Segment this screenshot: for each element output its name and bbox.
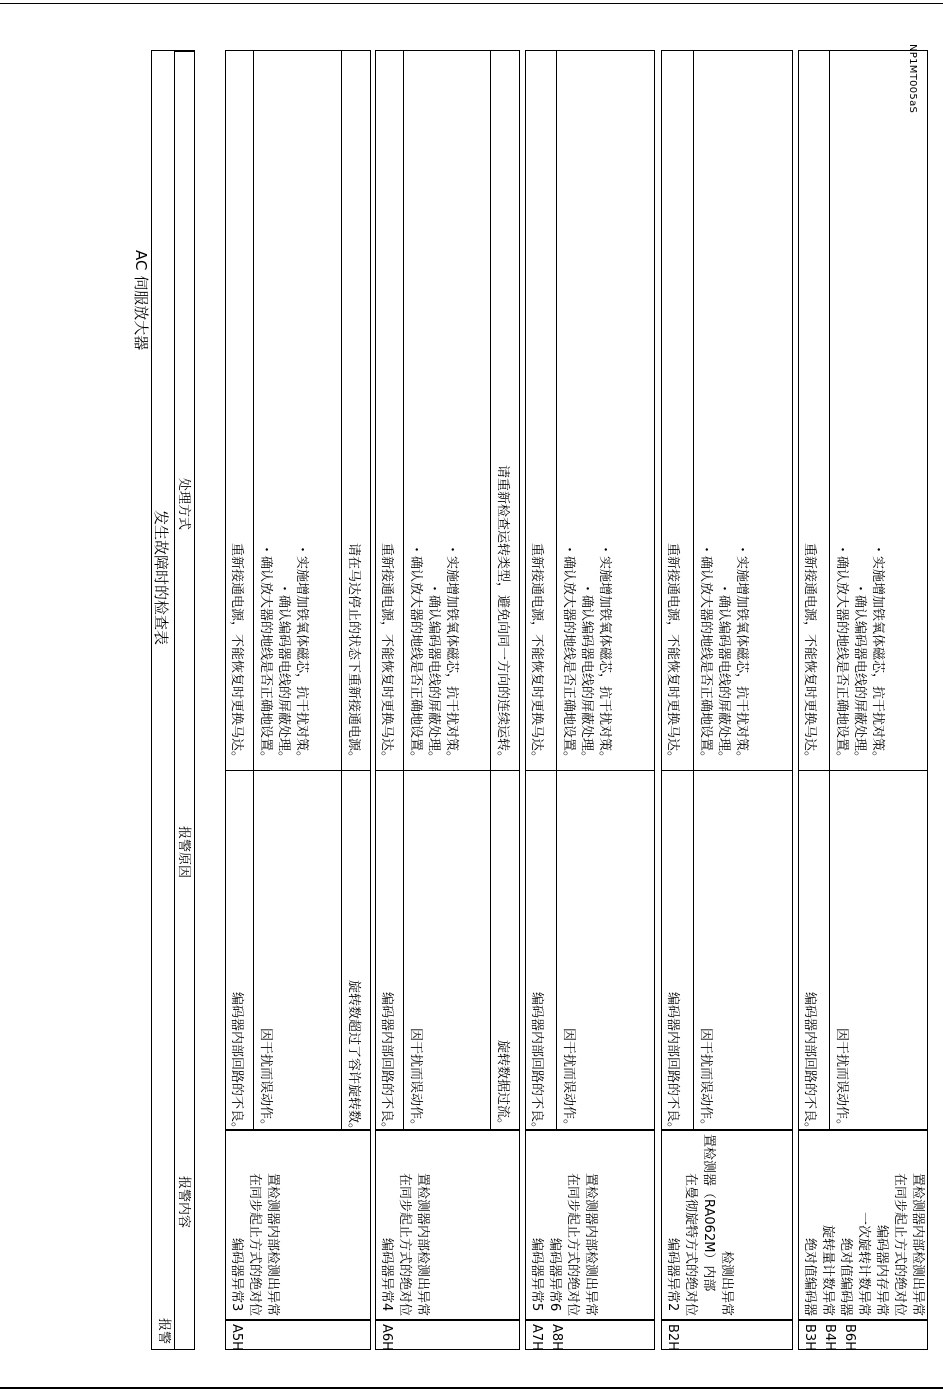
cause-text: 编码器内部回路的不良。 bbox=[802, 992, 817, 1136]
document-code: NP1MT005aS bbox=[907, 44, 918, 114]
page-title: 发生故障时的检查表 bbox=[152, 510, 170, 646]
alarm-code: B2H bbox=[665, 1324, 680, 1351]
alarm-content-text: 检测出异常 bbox=[719, 1251, 734, 1317]
alarm-code: A8H bbox=[549, 1324, 564, 1351]
action-text: ・确认放大器的地线是否正确地设置。 bbox=[408, 543, 423, 765]
header-action: 处理方式 bbox=[176, 478, 191, 531]
alarm-content-text: 编码器内存异常 bbox=[874, 1225, 889, 1317]
alarm-content-text: 置检测器（RA062M）内部 bbox=[701, 1134, 716, 1292]
action-text: 重新接通电源，不能恢复时更换马达。 bbox=[665, 543, 680, 765]
alarm-code-cell bbox=[225, 1320, 371, 1350]
action-text: ・确认放大器的地线是否正确地设置。 bbox=[698, 543, 713, 765]
alarm-code: A6H bbox=[379, 1324, 394, 1351]
cause-text: 编码器内部回路的不良。 bbox=[529, 992, 544, 1136]
action-text: ・实施增加铁氧体磁芯，抗干扰对策。 bbox=[597, 543, 613, 765]
action-text: ・确认放大器的地线是否正确地设置。 bbox=[834, 543, 850, 765]
cause-action-divider bbox=[661, 770, 793, 771]
cause-action-divider bbox=[375, 770, 520, 771]
alarm-code: B3H bbox=[802, 1324, 817, 1351]
alarm-code: A7H bbox=[529, 1324, 544, 1351]
action-text: ・实施增加铁氧体磁芯，抗干扰对策。 bbox=[444, 543, 459, 765]
alarm-content-text: 在同步起止方式的绝对位 bbox=[397, 1173, 412, 1317]
alarm-content-text: 在同步起止方式的绝对位 bbox=[892, 1173, 907, 1317]
alarm-content-text: 置检测器内部检测出异常 bbox=[415, 1173, 430, 1317]
row-divider bbox=[693, 50, 694, 1130]
cause-text: 编码器内部回路的不良。 bbox=[665, 992, 680, 1136]
alarm-content-text: 编码器异常5 bbox=[529, 1238, 544, 1312]
cause-text: 旋转数据过流。 bbox=[495, 1040, 510, 1132]
alarm-content-text: 编码器异常3 bbox=[229, 1238, 244, 1312]
alarm-content-text: 在同步起止方式的绝对位 bbox=[565, 1173, 580, 1317]
action-text: 重新接通电源，不能恢复时更换马达。 bbox=[379, 543, 394, 765]
cause-text: 因干扰而误动作。 bbox=[698, 1028, 713, 1133]
cause-text: 因干扰而误动作。 bbox=[408, 1028, 423, 1133]
alarm-content-text: 编码器异常2 bbox=[665, 1238, 680, 1312]
action-text: 重新接通电源，不能恢复时更换马达。 bbox=[802, 543, 817, 765]
header-alarm: 报警 bbox=[156, 1318, 171, 1345]
action-text: ・实施增加铁氧体磁芯，抗干扰对策。 bbox=[734, 543, 749, 765]
cause-text: 编码器内部回路的不良。 bbox=[229, 992, 244, 1136]
cause-action-divider bbox=[525, 770, 655, 771]
page-subtitle: AC 伺服放大器 bbox=[132, 250, 150, 351]
header-divider bbox=[174, 50, 175, 1350]
row-divider bbox=[557, 50, 558, 1130]
header-cause: 报警原因 bbox=[176, 826, 191, 879]
action-text: ・确认编码器电线的屏蔽处理。 bbox=[426, 582, 441, 765]
alarm-content-text: 编码器异常4 bbox=[379, 1238, 394, 1312]
row-divider bbox=[403, 50, 404, 1130]
cause-action-divider bbox=[798, 770, 928, 771]
alarm-content-text: 置检测器内部检测出异常 bbox=[265, 1173, 280, 1317]
action-text: ・确认编码器电线的屏蔽处理。 bbox=[716, 582, 731, 765]
alarm-content-text: 在同步起止方式的绝对位 bbox=[247, 1173, 262, 1317]
action-text: ・确认放大器的地线是否正确地设置。 bbox=[258, 543, 274, 765]
cause-text: 编码器内部回路的不良。 bbox=[379, 992, 394, 1136]
header-row bbox=[151, 50, 195, 1350]
alarm-code-cell bbox=[375, 1320, 520, 1350]
row-divider bbox=[341, 50, 342, 1130]
alarm-content-text: 置检测器内部检测出异常 bbox=[910, 1173, 925, 1317]
alarm-content-text: 编码器异常6 bbox=[547, 1238, 562, 1312]
alarm-content-text: 绝对值编码器 bbox=[838, 1238, 853, 1317]
alarm-content-text: 旋转量计数异常 bbox=[820, 1212, 835, 1317]
action-text: 重新接通电源，不能恢复时更换马达。 bbox=[529, 543, 544, 765]
cause-text: 因干扰而误动作。 bbox=[561, 1028, 577, 1133]
cause-action-divider bbox=[225, 770, 371, 771]
cause-text: 因干扰而误动作。 bbox=[258, 1028, 274, 1133]
row-divider bbox=[490, 50, 491, 1130]
action-text: ・实施增加铁氧体磁芯，抗干扰对策。 bbox=[294, 543, 310, 765]
alarm-code: B4H bbox=[822, 1324, 837, 1351]
action-text: ・确认编码器电线的屏蔽处理。 bbox=[852, 582, 868, 765]
cause-text: 因干扰而误动作。 bbox=[834, 1028, 850, 1133]
action-text: 重新接通电源，不能恢复时更换马达。 bbox=[229, 543, 244, 765]
row-divider bbox=[253, 50, 254, 1130]
action-text: ・确认编码器电线的屏蔽处理。 bbox=[276, 582, 292, 765]
alarm-content-text: 置检测器内部检测出异常 bbox=[583, 1173, 598, 1317]
alarm-code: A5H bbox=[229, 1324, 244, 1351]
action-text: ・确认编码器电线的屏蔽处理。 bbox=[579, 582, 595, 765]
alarm-content-text: 在曼彻旋特方式的绝对位 bbox=[683, 1173, 698, 1317]
header-content: 报警内容 bbox=[176, 1176, 191, 1229]
alarm-code: B6H bbox=[842, 1324, 857, 1351]
row-divider bbox=[830, 50, 831, 1130]
alarm-content-text: 绝对值编码器 bbox=[802, 1238, 817, 1317]
cause-text: 旋转数超过了容许旋转数。 bbox=[345, 980, 361, 1137]
action-text: ・确认放大器的地线是否正确地设置。 bbox=[561, 543, 577, 765]
action-text: 请重新检查运转类型，避免向同一方向的连续运转。 bbox=[495, 465, 510, 765]
alarm-content-text: 一次旋转计数异常 bbox=[856, 1199, 871, 1317]
action-text: 请在马达停止的状态下重新接通电源。 bbox=[345, 543, 361, 765]
action-text: ・实施增加铁氧体磁芯，抗干扰对策。 bbox=[870, 543, 886, 765]
